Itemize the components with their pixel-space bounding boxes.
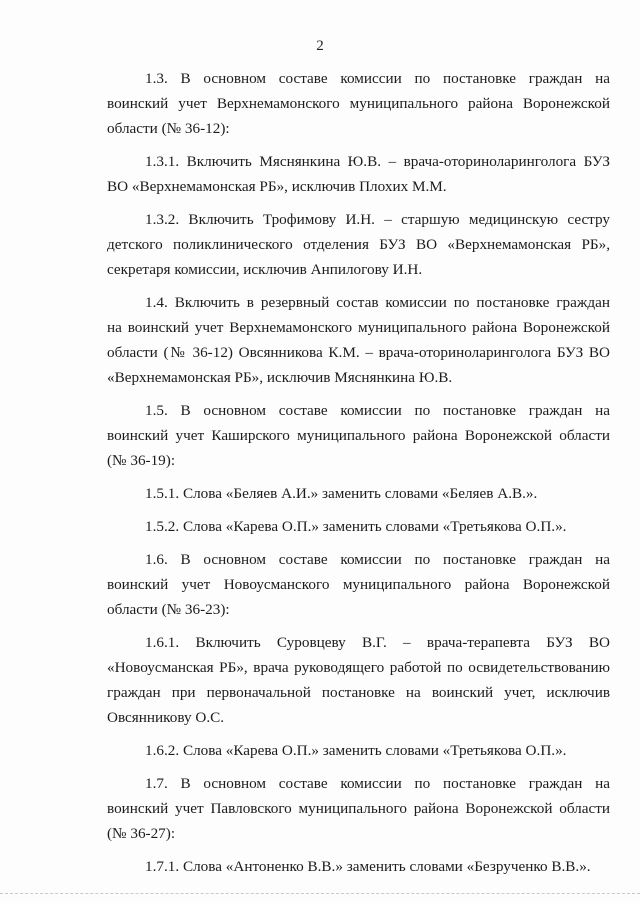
page-number: 2	[316, 38, 324, 54]
paragraph	[107, 854, 610, 879]
paragraph-line: граждан при первоначальной постановке на воинский учет, исключив	[107, 684, 610, 701]
paragraph-line: области (№ 36-12):	[107, 120, 230, 137]
paragraph	[107, 771, 610, 846]
paragraph-line: детского поликлинического отделения БУЗ ВО «Верхнемамонская РБ»,	[107, 236, 610, 253]
paragraph	[107, 290, 610, 390]
paragraph-line: «Верхнемамонская РБ», исключив Мяснянкина Ю.В.	[107, 369, 453, 386]
paragraph-line: (№ 36-27):	[107, 825, 176, 842]
paragraph-line: 1.5. В основном составе комиссии по постановке граждан на	[145, 402, 610, 419]
paragraph-line: области (№ 36-23):	[107, 601, 230, 618]
paragraph-line: воинский учет Павловского муниципального района Воронежской области	[107, 800, 610, 817]
paragraph	[107, 514, 610, 539]
paragraph-line: 1.4. Включить в резервный состав комиссии по постановке граждан	[145, 294, 610, 311]
paragraph-line: 1.7.1. Слова «Антоненко В.В.» заменить словами «Безрученко В.В.».	[145, 858, 591, 875]
paragraph-line: 1.6. В основном составе комиссии по постановке граждан на	[145, 551, 610, 568]
paragraph-line: воинский учет Новоусманского муниципального района Воронежской	[107, 576, 610, 593]
paragraph-line: 1.3.1. Включить Мяснянкина Ю.В. – врача-оториноларинголога БУЗ	[145, 153, 610, 170]
paragraph-line: 1.3.2. Включить Трофимову И.Н. – старшую медицинскую сестру	[145, 211, 610, 228]
paragraph-line: воинский учет Верхнемамонского муниципального района Воронежской	[107, 95, 610, 112]
paragraph-line: 1.7. В основном составе комиссии по постановке граждан на	[145, 775, 610, 792]
paragraph-line: 1.6.2. Слова «Карева О.П.» заменить словами «Третьякова О.П.».	[145, 742, 567, 759]
paragraph	[107, 66, 610, 141]
document-body	[107, 66, 610, 887]
paragraph-line: 1.3. В основном составе комиссии по постановке граждан на	[145, 70, 610, 87]
paragraph-line: секретаря комиссии, исключив Анпилогову И.Н.	[107, 261, 423, 278]
paragraph-line: (№ 36-19):	[107, 452, 176, 469]
paragraph-line: «Новоусманская РБ», врача руководящего работой по освидетельствованию	[107, 659, 610, 676]
paragraph-line: области (№ 36-12) Овсянникова К.М. – врача-оториноларинголога БУЗ ВО	[107, 344, 610, 361]
paragraph	[107, 207, 610, 282]
paragraph	[107, 547, 610, 622]
paragraph-line: Овсянникову О.С.	[107, 709, 225, 726]
paragraph-line: на воинский учет Верхнемамонского муниципального района Воронежской	[107, 319, 610, 336]
page-bottom-edge	[0, 893, 640, 895]
paragraph-line: ВО «Верхнемамонская РБ», исключив Плохих М.М.	[107, 178, 447, 195]
paragraph	[107, 481, 610, 506]
paragraph	[107, 149, 610, 199]
paragraph	[107, 398, 610, 473]
paragraph	[107, 738, 610, 763]
paragraph-line: воинский учет Каширского муниципального района Воронежской области	[107, 427, 610, 444]
paragraph-line: 1.6.1. Включить Суровцеву В.Г. – врача-терапевта БУЗ ВО	[145, 634, 610, 651]
paragraph	[107, 630, 610, 730]
paragraph-line: 1.5.1. Слова «Беляев А.И.» заменить словами «Беляев А.В.».	[145, 485, 538, 502]
paragraph-line: 1.5.2. Слова «Карева О.П.» заменить словами «Третьякова О.П.».	[145, 518, 567, 535]
